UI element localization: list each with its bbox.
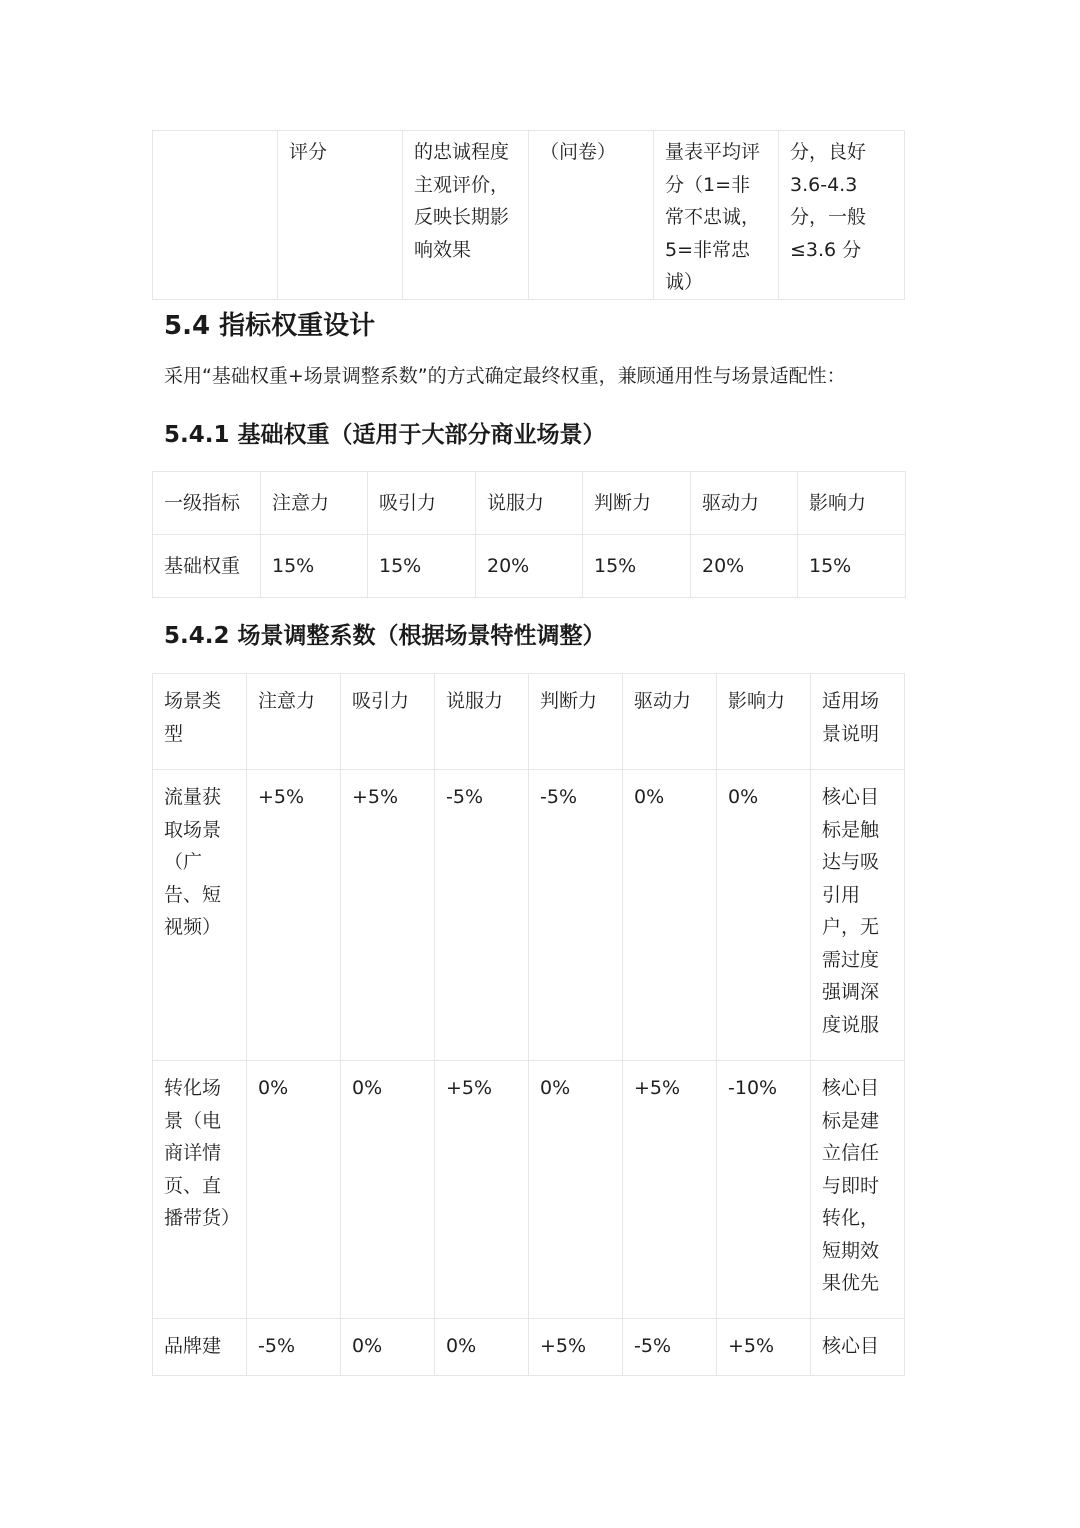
table-cell: 品牌建 bbox=[153, 1319, 247, 1376]
table-cell: 转化场景（电商详情页、直播带货） bbox=[153, 1061, 247, 1319]
table-cell: -5% bbox=[435, 770, 529, 1061]
table-cell: -5% bbox=[529, 770, 623, 1061]
table-header-cell: 吸引力 bbox=[368, 472, 476, 535]
table-header-cell: 注意力 bbox=[247, 674, 341, 770]
table-cell: 核心目标是触达与吸引用户，无需过度强调深度说服 bbox=[811, 770, 905, 1061]
table-header-cell: 影响力 bbox=[717, 674, 811, 770]
scenario-adjustment-table bbox=[152, 673, 905, 1376]
table-header-cell: 影响力 bbox=[798, 472, 906, 535]
table-header-cell: 说服力 bbox=[476, 472, 583, 535]
table-cell: +5% bbox=[247, 770, 341, 1061]
table-cell: -10% bbox=[717, 1061, 811, 1319]
table-cell: +5% bbox=[435, 1061, 529, 1319]
table-cell: 核心目 bbox=[811, 1319, 905, 1376]
section-heading-5-4-2: 5.4.2 场景调整系数（根据场景特性调整） bbox=[164, 623, 606, 649]
table-cell: 15% bbox=[798, 535, 906, 598]
table-cell: 20% bbox=[691, 535, 798, 598]
table-cell: 15% bbox=[583, 535, 691, 598]
table-cell: 评分 bbox=[278, 131, 403, 300]
table-cell: 流量获取场景（广告、短视频） bbox=[153, 770, 247, 1061]
table-cell: 0% bbox=[623, 770, 717, 1061]
table-row bbox=[153, 1061, 905, 1319]
table-cell: 0% bbox=[341, 1319, 435, 1376]
table-cell: 20% bbox=[476, 535, 583, 598]
table-header-cell: 说服力 bbox=[435, 674, 529, 770]
table-header-cell: 驱动力 bbox=[691, 472, 798, 535]
table-header-cell: 吸引力 bbox=[341, 674, 435, 770]
table-header-cell: 场景类型 bbox=[153, 674, 247, 770]
table-cell: 15% bbox=[261, 535, 368, 598]
table-header-row bbox=[153, 472, 906, 535]
table-cell: 量表平均评分（1=非常不忠诚，5=非常忠诚） bbox=[654, 131, 779, 300]
table-header-cell: 判断力 bbox=[529, 674, 623, 770]
base-weight-table bbox=[152, 471, 906, 598]
table-row bbox=[153, 131, 905, 300]
section-intro-text: 采用“基础权重+场景调整系数”的方式确定最终权重，兼顾通用性与场景适配性： bbox=[164, 365, 846, 387]
table-header-cell: 注意力 bbox=[261, 472, 368, 535]
table-cell: 核心目标是建立信任与即时转化，短期效果优先 bbox=[811, 1061, 905, 1319]
table-cell: （问卷） bbox=[529, 131, 654, 300]
table-cell: 0% bbox=[247, 1061, 341, 1319]
table-cell: +5% bbox=[529, 1319, 623, 1376]
table-row bbox=[153, 770, 905, 1061]
section-heading-5-4-1: 5.4.1 基础权重（适用于大部分商业场景） bbox=[164, 422, 606, 448]
table-cell: 基础权重 bbox=[153, 535, 261, 598]
table-cell: -5% bbox=[247, 1319, 341, 1376]
section-heading-5-4: 5.4 指标权重设计 bbox=[164, 311, 376, 341]
table-cell: 0% bbox=[435, 1319, 529, 1376]
table-header-cell: 驱动力 bbox=[623, 674, 717, 770]
table-cell: 15% bbox=[368, 535, 476, 598]
table-cell: -5% bbox=[623, 1319, 717, 1376]
table-header-cell: 一级指标 bbox=[153, 472, 261, 535]
table-header-row bbox=[153, 674, 905, 770]
table-row bbox=[153, 535, 906, 598]
table-cell: 0% bbox=[341, 1061, 435, 1319]
table-header-cell: 判断力 bbox=[583, 472, 691, 535]
table-header-cell: 适用场景说明 bbox=[811, 674, 905, 770]
table-cell: +5% bbox=[717, 1319, 811, 1376]
table-cell: +5% bbox=[623, 1061, 717, 1319]
table-cell: 0% bbox=[717, 770, 811, 1061]
table-row bbox=[153, 1319, 905, 1376]
table-cell: 0% bbox=[529, 1061, 623, 1319]
table-cell bbox=[153, 131, 278, 300]
table-cell: +5% bbox=[341, 770, 435, 1061]
table-cell: 分，良好3.6-4.3分，一般≤3.6 分 bbox=[779, 131, 905, 300]
loyalty-metric-table-continued bbox=[152, 130, 905, 300]
table-cell: 的忠诚程度主观评价，反映长期影响效果 bbox=[403, 131, 529, 300]
